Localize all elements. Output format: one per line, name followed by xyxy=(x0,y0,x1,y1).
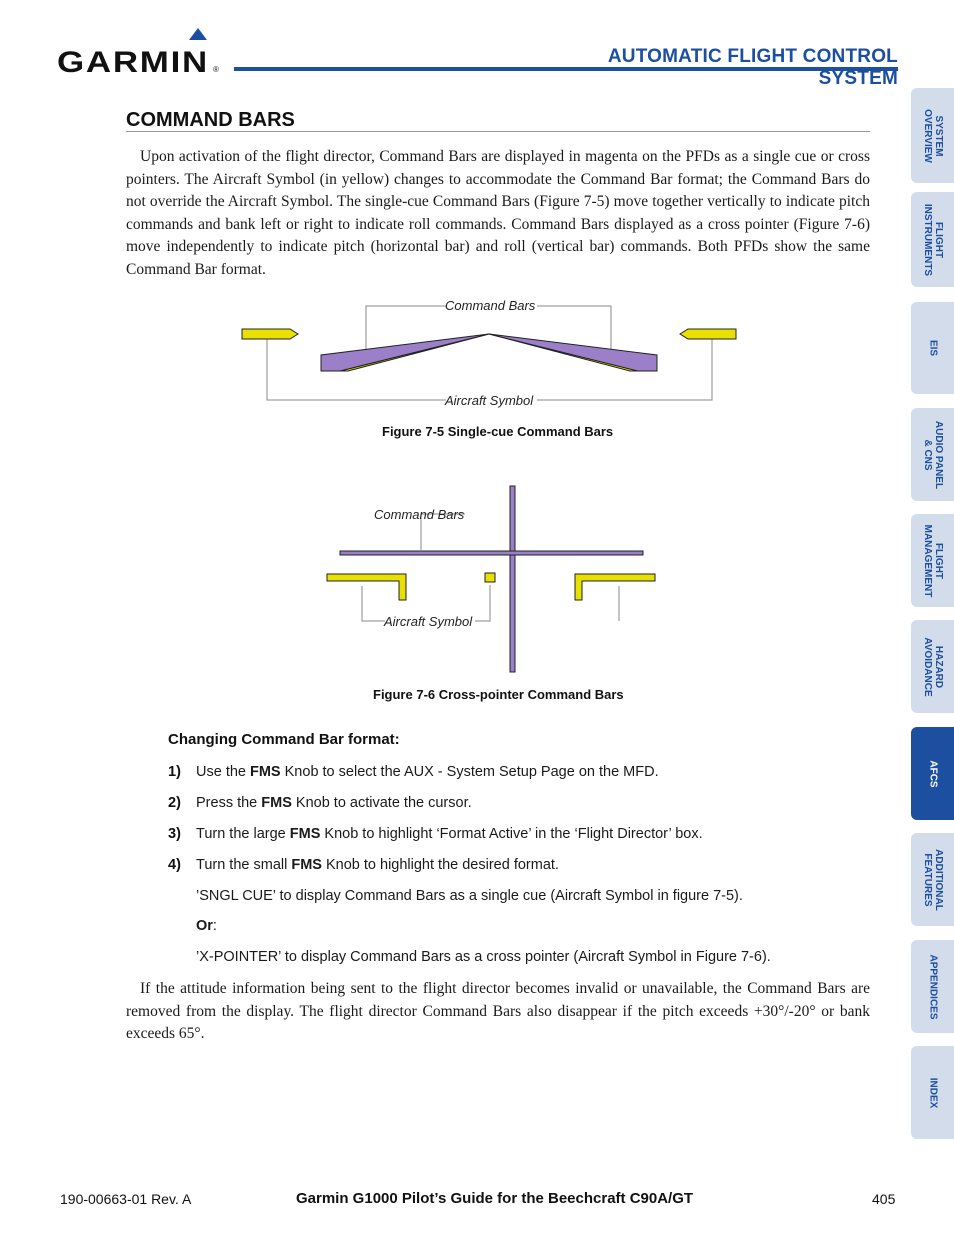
tab-hazard-avoidance[interactable] xyxy=(911,620,954,713)
command-bar-horizontal xyxy=(340,551,643,555)
page-number: 405 xyxy=(872,1191,896,1207)
svg-text:®: ® xyxy=(213,65,219,74)
aircraft-symbol-center xyxy=(485,573,495,582)
section-title: AUTOMATIC FLIGHT CONTROL SYSTEM xyxy=(607,46,898,89)
heading-rule xyxy=(126,131,870,132)
step-number: 1) xyxy=(168,764,181,780)
footer-title: Garmin G1000 Pilot’s Guide for the Beechcraft C90A/GT xyxy=(296,1190,694,1207)
step-number: 4) xyxy=(168,857,181,873)
tab-index[interactable] xyxy=(911,1046,954,1139)
closing-paragraph: If the attitude information being sent to the flight director becomes invalid or unavailable, the Command Bars are removed from the display. The flight director Command Bars also disappear if the pitch exceeds +30°/-20° or bank exceeds 65°. xyxy=(126,980,870,1043)
tab-afcs[interactable] xyxy=(911,727,954,820)
procedure-step: Turn the large FMS Knob to highlight ‘Format Active’ in the ‘Flight Director’ box. xyxy=(196,826,703,842)
tab-eis[interactable] xyxy=(911,302,954,394)
intro-paragraph: Upon activation of the flight director, Command Bars are displayed in magenta on the PFDs as a single cue or cross pointers. The Aircraft Symbol (in yellow) changes to accommodate the Command Bar format; the Command Bars do not override the Aircraft Symbol. The single-cue Command Bars (Figure 7-5) move together vertically to indicate pitch commands and bank left or right to indicate roll commands. Command Bars displayed as a cross pointer (Figure 7-6) move independently to indicate pitch (horizontal bar) and roll (vertical bar) commands. Both PFDs show the same Command Bar format. xyxy=(126,148,870,278)
right-yellow-marker xyxy=(680,329,736,339)
document-number: 190-00663-01 Rev. A xyxy=(60,1191,192,1207)
garmin-logo-text: GARMIN xyxy=(57,46,209,76)
tab-label: SYSTEM OVERVIEW xyxy=(921,108,944,163)
tab-label: AUDIO PANEL & CNS xyxy=(921,420,944,489)
or-separator: Or: xyxy=(196,918,217,934)
aircraft-symbol-right xyxy=(575,574,655,600)
tab-system-overview[interactable] xyxy=(911,88,954,183)
command-bar-vertical xyxy=(510,486,515,672)
procedure-title: Changing Command Bar format: xyxy=(168,731,400,748)
step-number: 3) xyxy=(168,826,181,842)
tab-flight-instruments[interactable] xyxy=(911,192,954,287)
tab-label: ADDITIONAL FEATURES xyxy=(921,848,944,911)
procedure-step: Turn the small FMS Knob to highlight the desired format. xyxy=(196,857,559,873)
cross-pointer-diagram xyxy=(325,483,660,675)
procedure-step: Press the FMS Knob to activate the cursor. xyxy=(196,795,472,811)
aircraft-symbol-left xyxy=(327,574,406,600)
tab-flight-management[interactable] xyxy=(911,514,954,607)
option-cross-pointer: ’X-POINTER’ to display Command Bars as a cross pointer (Aircraft Symbol in Figure 7-6). xyxy=(196,949,771,965)
tab-appendices[interactable] xyxy=(911,940,954,1033)
tab-audio-panel-cns[interactable] xyxy=(911,408,954,501)
tab-label: HAZARD AVOIDANCE xyxy=(921,636,944,697)
left-yellow-marker xyxy=(242,329,298,339)
garmin-logo xyxy=(57,28,222,76)
tab-label: AFCS xyxy=(927,759,938,788)
tab-additional-features[interactable] xyxy=(911,833,954,926)
figure-caption: Figure 7-5 Single-cue Command Bars xyxy=(382,424,614,439)
tab-label: APPENDICES xyxy=(927,953,938,1020)
tab-label: FLIGHT INSTRUMENTS xyxy=(921,203,944,276)
command-bar-left xyxy=(321,334,489,371)
tab-label: EIS xyxy=(927,339,938,357)
procedure-step: Use the FMS Knob to select the AUX - System Setup Page on the MFD. xyxy=(196,764,659,780)
step-number: 2) xyxy=(168,795,181,811)
figure-caption: Figure 7-6 Cross-pointer Command Bars xyxy=(373,687,624,702)
label-aircraft-symbol: Aircraft Symbol xyxy=(384,614,473,629)
tab-label: FLIGHT MANAGEMENT xyxy=(921,524,944,597)
tab-label: INDEX xyxy=(927,1077,938,1108)
page-heading: COMMAND BARS xyxy=(126,109,295,131)
label-command-bars: Command Bars xyxy=(445,298,536,313)
command-bar-right xyxy=(489,334,657,371)
label-command-bars: Command Bars xyxy=(374,507,465,522)
option-single-cue: ’SNGL CUE’ to display Command Bars as a single cue (Aircraft Symbol in figure 7-5). xyxy=(196,888,743,904)
label-aircraft-symbol: Aircraft Symbol xyxy=(445,393,534,408)
single-cue-diagram xyxy=(240,296,740,406)
